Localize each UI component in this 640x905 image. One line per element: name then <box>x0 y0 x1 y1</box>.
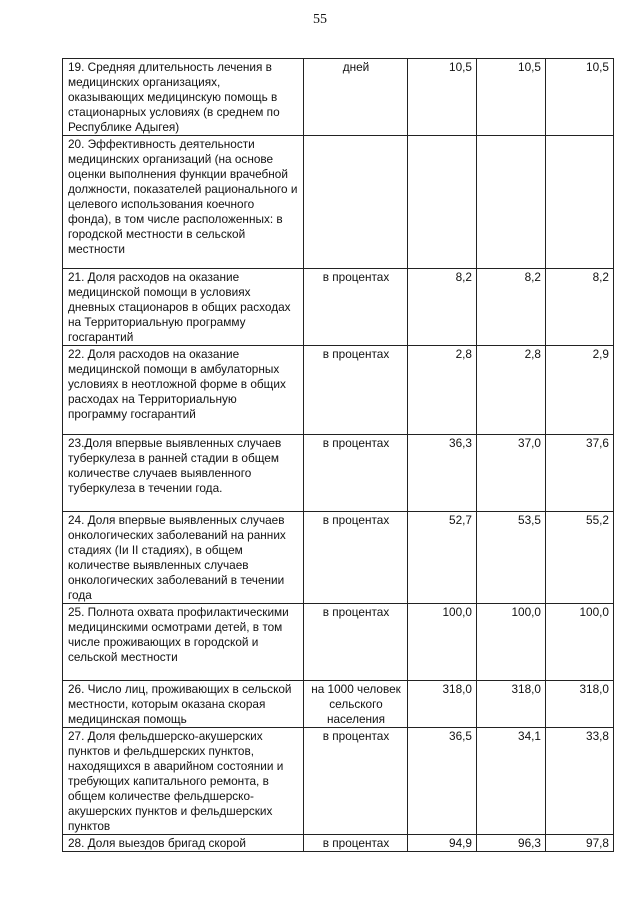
indicator-value-3: 2,9 <box>546 346 614 435</box>
indicator-value-1: 36,3 <box>408 435 477 512</box>
indicator-value-3: 8,2 <box>546 269 614 346</box>
indicator-unit: в процентах <box>304 835 408 852</box>
indicator-value-1: 94,9 <box>408 835 477 852</box>
table-row <box>63 269 614 346</box>
indicator-name: 23.Доля впервые выявленных случаев туберкулеза в ранней стадии в общем количестве случаев выявленного туберкулеза в течении года. <box>63 435 304 512</box>
indicator-value-1: 52,7 <box>408 512 477 604</box>
table-row <box>63 59 614 136</box>
indicator-value-2: 8,2 <box>477 269 546 346</box>
indicator-value-1: 318,0 <box>408 681 477 728</box>
indicator-name: 25. Полнота охвата профилактическими медицинскими осмотрами детей, в том числе проживающих в городской и сельской местности <box>63 604 304 681</box>
page-number: 55 <box>313 12 327 27</box>
indicator-value-3 <box>546 136 614 269</box>
indicators-table-body <box>63 59 614 852</box>
indicator-value-3: 97,8 <box>546 835 614 852</box>
indicator-name: 27. Доля фельдшерско-акушерских пунктов и фельдшерских пунктов, находящихся в аварийном состоянии и требующих капитального ремонта, в общем количестве фельдшерско-акушерских пунктов и фельдшерских пунктов <box>63 728 304 835</box>
indicator-unit: на 1000 человек сельского населения <box>304 681 408 728</box>
indicator-value-3: 55,2 <box>546 512 614 604</box>
indicator-name: 22. Доля расходов на оказание медицинской помощи в амбулаторных условиях в неотложной форме в общих расходах на Территориальную программу госгарантий <box>63 346 304 435</box>
table-row <box>63 346 614 435</box>
indicator-unit: в процентах <box>304 512 408 604</box>
indicator-name: 21. Доля расходов на оказание медицинской помощи в условиях дневных стационаров в общих расходах на Территориальную программу госгарантий <box>63 269 304 346</box>
table-row <box>63 728 614 835</box>
indicator-name: 26. Число лиц, проживающих в сельской местности, которым оказана скорая медицинская помощь <box>63 681 304 728</box>
indicator-value-2: 53,5 <box>477 512 546 604</box>
indicator-value-2: 100,0 <box>477 604 546 681</box>
indicator-value-2: 96,3 <box>477 835 546 852</box>
indicator-value-3: 33,8 <box>546 728 614 835</box>
indicator-value-3: 10,5 <box>546 59 614 136</box>
indicator-value-2: 318,0 <box>477 681 546 728</box>
indicator-unit: в процентах <box>304 728 408 835</box>
indicator-name: 20. Эффективность деятельности медицинских организаций (на основе оценки выполнения функции врачебной должности, показателей рационального и целевого использования коечного фонда), в том числе расположенных: в городской местности в сельской местности <box>63 136 304 269</box>
indicator-name: 19. Средняя длительность лечения в медицинских организациях, оказывающих медицинскую помощь в стационарных условиях (в среднем по Республике Адыгея) <box>63 59 304 136</box>
indicator-name: 24. Доля впервые выявленных случаев онкологических заболеваний на ранних стадиях (Iи II стадиях), в общем количестве выявленных случаев онкологических заболеваний в течении года <box>63 512 304 604</box>
indicator-unit: в процентах <box>304 604 408 681</box>
indicator-value-1: 100,0 <box>408 604 477 681</box>
table-row <box>63 835 614 852</box>
indicator-value-3: 100,0 <box>546 604 614 681</box>
table-row <box>63 681 614 728</box>
indicator-value-2 <box>477 136 546 269</box>
indicator-value-1: 2,8 <box>408 346 477 435</box>
table-row <box>63 512 614 604</box>
table-row <box>63 136 614 269</box>
indicator-value-2: 10,5 <box>477 59 546 136</box>
indicator-value-2: 34,1 <box>477 728 546 835</box>
indicator-value-1 <box>408 136 477 269</box>
indicator-unit: дней <box>304 59 408 136</box>
indicator-value-2: 37,0 <box>477 435 546 512</box>
indicators-table <box>62 58 614 852</box>
indicator-unit: в процентах <box>304 435 408 512</box>
indicator-value-3: 37,6 <box>546 435 614 512</box>
table-row <box>63 435 614 512</box>
indicator-value-2: 2,8 <box>477 346 546 435</box>
indicator-name: 28. Доля выездов бригад скорой <box>63 835 304 852</box>
indicator-value-1: 8,2 <box>408 269 477 346</box>
indicator-value-1: 10,5 <box>408 59 477 136</box>
table-row <box>63 604 614 681</box>
indicator-value-3: 318,0 <box>546 681 614 728</box>
indicator-value-1: 36,5 <box>408 728 477 835</box>
indicator-unit: в процентах <box>304 269 408 346</box>
indicator-unit: в процентах <box>304 346 408 435</box>
indicator-unit <box>304 136 408 269</box>
